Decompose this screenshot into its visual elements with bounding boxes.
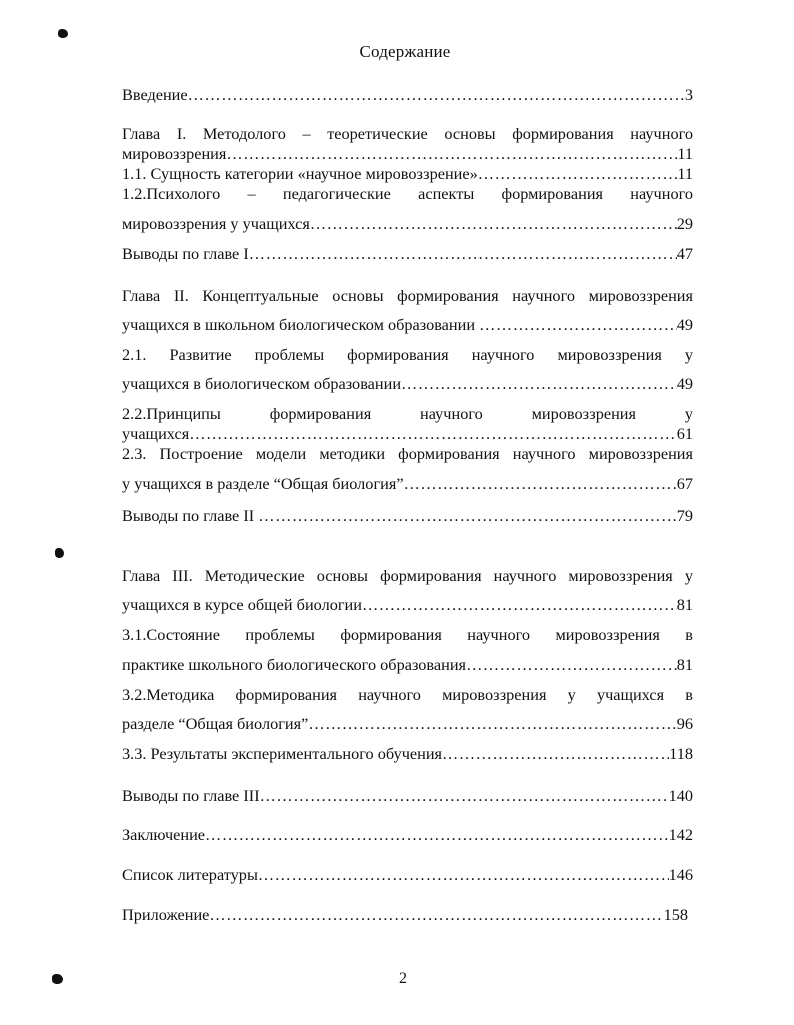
- toc-entry-chapter-1-cont: [122, 144, 693, 164]
- toc-page-number: 140: [668, 786, 693, 805]
- scan-mark: [52, 974, 63, 984]
- toc-page-number: 3: [684, 85, 693, 104]
- toc-entry-section-1-2: 1.2.Психолого – педагогические аспекты формирования научного: [122, 184, 693, 203]
- page-title: Содержание: [359, 42, 451, 61]
- dot-leader: [310, 214, 677, 234]
- toc-entry-section-3-1-cont: [122, 655, 693, 675]
- toc-entry-intro: [122, 85, 693, 105]
- toc-entry-chapter-2-cont: [122, 315, 693, 335]
- dot-leader: [404, 474, 677, 494]
- dot-leader: [362, 595, 677, 615]
- toc-entry-text: учащихся в школьном биологическом образовании: [122, 315, 480, 334]
- dot-leader: [466, 655, 677, 675]
- toc-page-number: 142: [668, 825, 693, 844]
- toc-entry-chapter-3-cont: [122, 595, 693, 615]
- toc-entry-text: учащихся в биологическом образовании: [122, 374, 402, 393]
- toc-page-number: 11: [677, 144, 693, 163]
- toc-page-number: 96: [676, 714, 693, 733]
- scan-mark: [55, 548, 64, 558]
- toc-entry-section-3-3: [122, 744, 693, 764]
- toc-entry-text: Выводы по главе II: [122, 506, 259, 525]
- toc-entry-section-1-2-cont: [122, 214, 693, 234]
- toc-page-number: 49: [676, 374, 693, 393]
- dot-leader: [205, 825, 669, 845]
- toc-page-number: 146: [668, 865, 693, 884]
- toc-entry-section-2-2-cont: [122, 424, 693, 444]
- toc-entry-chapter-3: Глава III. Методические основы формирования научного мировоззрения у: [122, 566, 693, 585]
- toc-entry-text: Заключение: [122, 825, 206, 844]
- dot-leader: [188, 85, 685, 105]
- toc-entry-text: учащихся: [122, 424, 190, 443]
- toc-entry-references: [122, 865, 693, 885]
- dot-leader: [249, 244, 677, 264]
- dot-leader: [401, 374, 677, 394]
- dot-leader: [189, 424, 677, 444]
- toc-entry-conclusions-3: [122, 786, 693, 806]
- toc-entry-section-2-3-cont: [122, 474, 693, 494]
- toc-page-number: 47: [676, 244, 693, 263]
- toc-page-number: 61: [676, 424, 693, 443]
- toc-entry-text: Приложение: [122, 905, 210, 924]
- page-number: 2: [399, 970, 407, 987]
- toc-entry-section-3-2-cont: [122, 714, 693, 734]
- dot-leader: [478, 164, 678, 184]
- toc-entry-text: Выводы по главе I: [122, 244, 249, 263]
- toc-entry-conclusions-2: [122, 506, 693, 526]
- toc-entry-conclusion: [122, 825, 693, 845]
- toc-entry-section-3-2: 3.2.Методика формирования научного мировоззрения у учащихся в: [122, 685, 693, 704]
- dot-leader: [258, 865, 669, 885]
- toc-page-number: 11: [677, 164, 693, 183]
- toc-entry-text: мировоззрения у учащихся: [122, 214, 310, 233]
- toc-entry-chapter-2: Глава II. Концептуальные основы формирования научного мировоззрения: [122, 286, 693, 305]
- toc-page-number: 67: [676, 474, 693, 493]
- toc-page-number: 29: [676, 214, 693, 233]
- toc-entry-text: 3.3. Результаты экспериментального обучения: [122, 744, 443, 763]
- toc-page-number: 79: [676, 506, 693, 525]
- toc-page-number: 158: [663, 905, 688, 924]
- dot-leader: [308, 714, 676, 734]
- scan-mark: [58, 29, 68, 38]
- toc-entry-text: учащихся в курсе общей биологии: [122, 595, 362, 614]
- toc-entry-chapter-1: Глава I. Методолого – теоретические основы формирования научного: [122, 124, 693, 143]
- toc-entry-text: разделе “Общая биология”: [122, 714, 309, 733]
- toc-entry-section-1-1: [122, 164, 693, 184]
- toc-entry-text: 1.1. Сущность категории «научное мировоззрение»: [122, 164, 478, 183]
- toc-entry-appendix: [122, 905, 688, 925]
- toc-entry-text: Введение: [122, 85, 188, 104]
- toc-entry-text: Выводы по главе III: [122, 786, 260, 805]
- toc-entry-section-2-1-cont: [122, 374, 693, 394]
- dot-leader: [209, 905, 663, 925]
- toc-entry-conclusions-1: [122, 244, 693, 264]
- toc-page-number: 118: [669, 744, 693, 763]
- toc-page-number: 49: [676, 315, 693, 334]
- toc-entry-text: Список литературы: [122, 865, 258, 884]
- toc-entry-section-2-1: 2.1. Развитие проблемы формирования научного мировоззрения у: [122, 345, 693, 364]
- dot-leader: [479, 315, 677, 335]
- toc-entry-section-3-1: 3.1.Состояние проблемы формирования научного мировоззрения в: [122, 625, 693, 644]
- toc-page-number: 81: [676, 595, 693, 614]
- toc-entry-section-2-3: 2.3. Построение модели методики формирования научного мировоззрения: [122, 444, 693, 463]
- dot-leader: [260, 786, 669, 806]
- toc-page-number: 81: [676, 655, 693, 674]
- toc-entry-section-2-2: 2.2.Принципы формирования научного мировоззрения у: [122, 404, 693, 423]
- dot-leader: [226, 144, 677, 164]
- toc-entry-text: у учащихся в разделе “Общая биология”: [122, 474, 404, 493]
- dot-leader: [442, 744, 669, 764]
- toc-entry-text: мировоззрения: [122, 144, 227, 163]
- toc-entry-text: практике школьного биологического образования: [122, 655, 467, 674]
- dot-leader: [258, 506, 676, 526]
